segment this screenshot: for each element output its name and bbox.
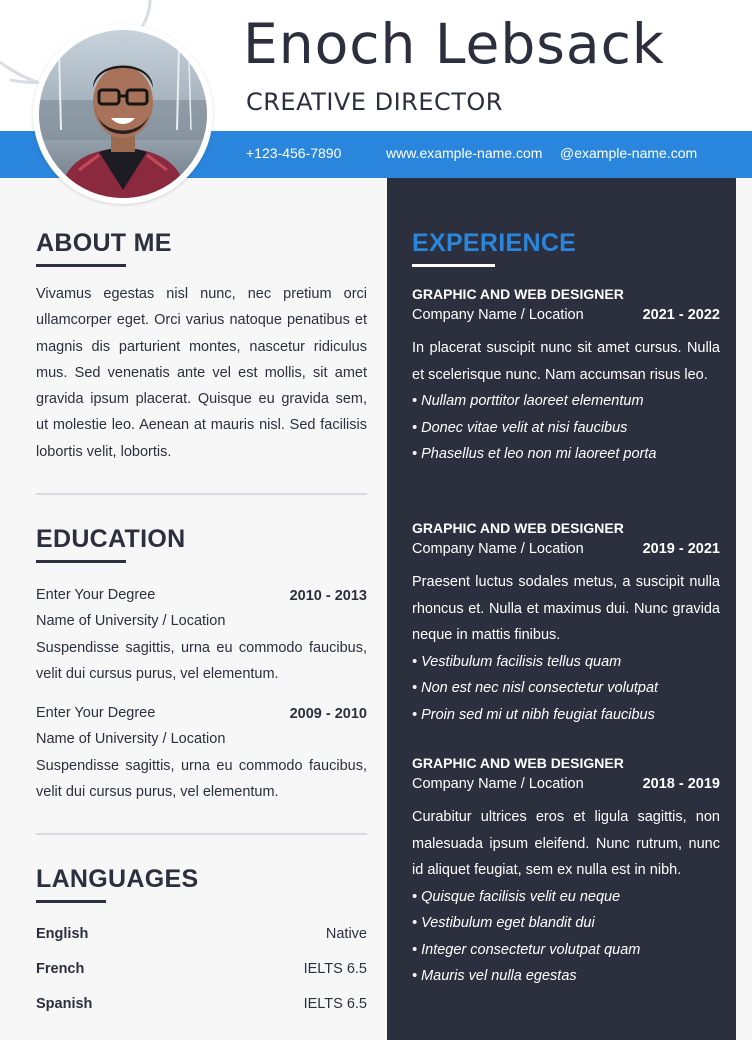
experience-entry: [412, 285, 720, 468]
job-bullets: [412, 388, 720, 468]
job-bullet: • Phasellus et leo non mi laoreet porta: [412, 446, 657, 462]
section-divider: [36, 833, 367, 835]
job-bullet: • Non est nec nisl consectetur volutpat: [412, 680, 659, 696]
job-bullets: [412, 649, 720, 729]
job-description: In placerat suscipit nunc sit amet cursus. Nulla et scelerisque nunc. Nam accumsan risus leo.: [412, 340, 720, 383]
about-heading: ABOUT ME: [36, 229, 172, 257]
job-role: GRAPHIC AND WEB DESIGNER: [412, 286, 624, 302]
social-handle[interactable]: @example-name.com: [560, 145, 698, 161]
education-school: Name of University / Location: [36, 731, 226, 747]
education-underline: [36, 560, 126, 563]
job-bullet: • Proin sed mi ut nibh feugiat faucibus: [412, 706, 655, 723]
language-level: IELTS 6.5: [303, 996, 367, 1012]
job-company: Company Name / Location: [412, 307, 584, 323]
section-divider: [36, 493, 367, 495]
language-level: IELTS 6.5: [303, 961, 367, 977]
job-bullet: • Vestibulum facilisis tellus quam: [412, 653, 622, 670]
job-meta: [412, 307, 720, 333]
job-years: 2018 - 2019: [642, 776, 720, 792]
experience-heading: EXPERIENCE: [412, 229, 577, 257]
languages-heading: LANGUAGES: [36, 865, 199, 893]
job-bullet: • Quisque facilisis velit eu neque: [412, 888, 621, 905]
education-description: Suspendisse sagittis, urna eu commodo faucibus, velit dui cursus purus, vel elementum.: [36, 758, 367, 801]
job-bullets: [412, 884, 720, 990]
job-description: Curabitur ultrices eros et ligula sagittis, non malesuada ipsum eleifend. Nunc rutrum, nunc id aliquet feugiat, sem ex nulla est in nibh.: [412, 809, 720, 878]
job-title: CREATIVE DIRECTOR: [246, 88, 503, 116]
phone-number: +123-456-7890: [246, 145, 342, 161]
education-degree: Enter Your Degree: [36, 587, 156, 603]
education-school: Name of University / Location: [36, 613, 226, 629]
languages-underline: [36, 900, 106, 903]
job-role: GRAPHIC AND WEB DESIGNER: [412, 520, 624, 536]
language-row: [36, 961, 367, 981]
website-link[interactable]: www.example-name.com: [386, 145, 543, 161]
about-text: Vivamus egestas nisl nunc, nec pretium orci ullamcorper eget. Orci varius natoque penatibus et magnis dis parturient montes, nascetur ridiculus mus. Sed venenatis ante vel est mollis, sit amet gravida ipsum placerat. Quisque eu gravida sem, ut molestie leo. Aenean at mauris nisl. Sed facilisis lobortis velit, lobortis.: [36, 286, 367, 460]
job-meta: [412, 776, 720, 802]
education-description: Suspendisse sagittis, urna eu commodo faucibus, velit dui cursus purus, vel elementum.: [36, 640, 367, 683]
language-row: [36, 996, 367, 1016]
language-level: Native: [325, 926, 367, 942]
experience-entry: [412, 519, 720, 728]
job-years: 2019 - 2021: [642, 541, 720, 557]
language-name: Spanish: [36, 996, 93, 1012]
language-name: French: [36, 961, 85, 977]
job-bullet: • Donec vitae velit at nisi faucibus: [412, 419, 628, 436]
education-years: 2009 - 2010: [289, 706, 367, 722]
language-row: [36, 926, 367, 946]
job-role: GRAPHIC AND WEB DESIGNER: [412, 755, 624, 771]
about-underline: [36, 264, 126, 267]
job-company: Company Name / Location: [412, 541, 584, 557]
job-bullet: • Nullam porttitor laoreet elementum: [412, 393, 644, 409]
experience-entry: [412, 754, 720, 990]
avatar: [39, 30, 207, 198]
job-description: Praesent luctus sodales metus, a suscipit nulla rhoncus et. Nulla et maximus dui. Nunc gravida neque in mattis finibus.: [412, 574, 720, 643]
education-years: 2010 - 2013: [289, 588, 367, 604]
job-years: 2021 - 2022: [642, 307, 720, 323]
education-heading: EDUCATION: [36, 525, 186, 553]
education-degree: Enter Your Degree: [36, 705, 156, 721]
job-company: Company Name / Location: [412, 776, 584, 792]
language-name: English: [36, 926, 89, 942]
job-meta: [412, 541, 720, 567]
job-bullet: • Mauris vel nulla egestas: [412, 968, 577, 984]
candidate-name: Enoch Lebsack: [243, 12, 665, 76]
job-bullet: • Integer consectetur volutpat quam: [412, 941, 641, 958]
experience-underline: [412, 264, 495, 267]
job-bullet: • Vestibulum eget blandit dui: [412, 915, 595, 931]
